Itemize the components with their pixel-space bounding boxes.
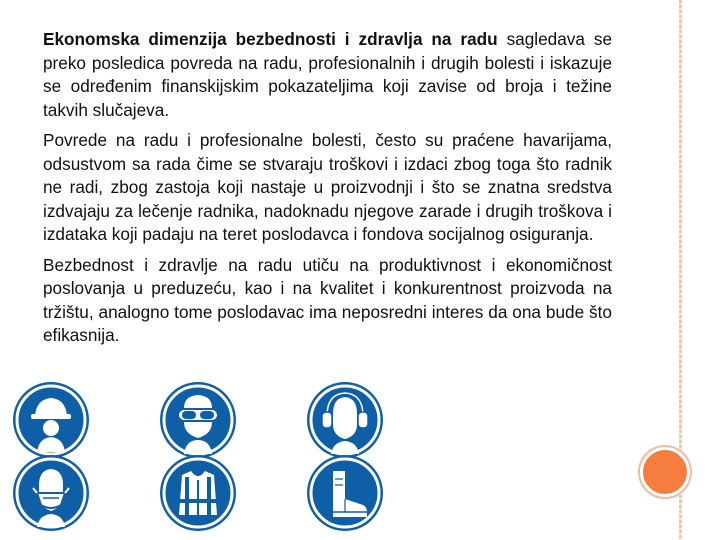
- paragraph-1-lead: Ekonomska dimenzija bezbednosti i zdravlja na radu: [43, 29, 498, 49]
- safety-boots-icon: [307, 455, 383, 531]
- body-text: [43, 28, 612, 355]
- paragraph-1: [43, 28, 612, 122]
- hard-hat-icon: [13, 382, 89, 458]
- decorative-circle: [640, 447, 690, 497]
- paragraph-3: Bezbednost i zdravlje na radu utiču na produktivnost i ekonomičnost poslovanja u preduzeću, kao i na kvalitet i konkurentnost proizvoda na tržištu, analogno tome poslodavac ima neposredni interes da ona bude što efikasnija.: [43, 254, 612, 345]
- ear-protection-icon: [307, 382, 383, 458]
- paragraph-2: Povrede na radu i profesionalne bolesti, često su praćene havarijama, odsustvom sa rada čime se stvaraju troškovi i izdaci zbog toga što radnik ne radi, zbog zastoja koji nastaje u proizvodnji i što se znatna sredstva izdvajaju za lečenje radnika, nadoknadu njegove zarade i drugih troškova i izdataka koji padaju na teret poslodavca i fondova socijalnog osiguranja.: [43, 130, 612, 244]
- safety-goggles-icon: [160, 382, 236, 458]
- safety-vest-icon: [160, 455, 236, 531]
- paragraph-1-rest: sagledava se preko posledica povreda na radu, profesionalnih i drugih bolesti i iskazuje se određenim finanskijskim pokazateljima koji zavise od broja i težine takvih slučajeva.: [43, 29, 613, 120]
- face-mask-icon: [13, 455, 89, 531]
